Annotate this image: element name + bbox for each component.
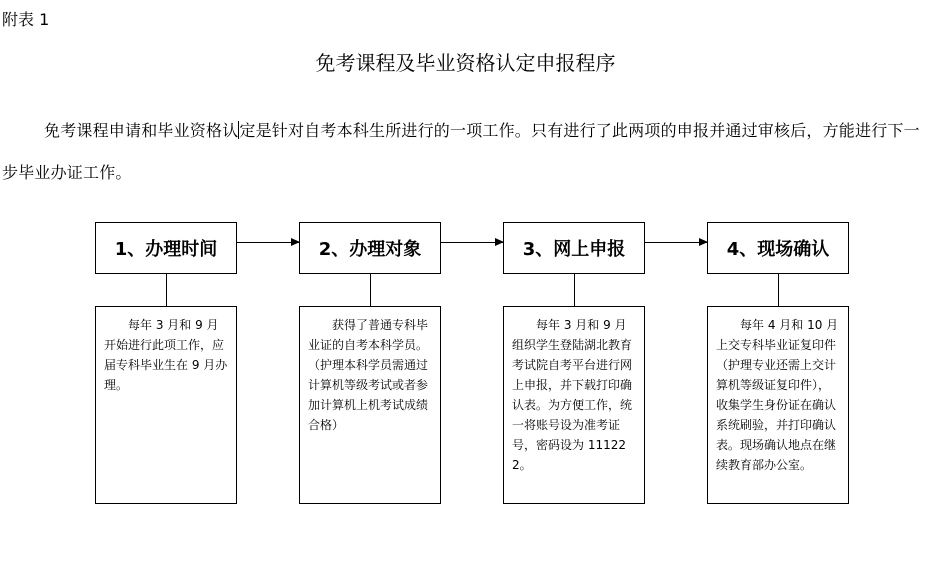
step-1-detail: 每年 3 月和 9 月开始进行此项工作，应届专科毕业生在 9 月办理。 — [95, 306, 237, 504]
appendix-label: 附表 1 — [2, 10, 50, 29]
step-3-detail: 每年 3 月和 9 月组织学生登陆湖北教育考试院自考平台进行网上申报，并下载打印确认表。为方便工作，统一将账号设为准考证号，密码设为 111222。 — [503, 306, 645, 504]
connector-line-3 — [574, 274, 575, 306]
step-2-label: 2、办理对象 — [318, 239, 422, 260]
intro-text-part-2: 定是针对自考本科生所进行的一项工作。只有进行了此两项的申报并通过审核后，方能进行下一步毕业办证工作。 — [2, 121, 920, 182]
connector-line-1 — [166, 274, 167, 306]
document-title: 免考课程及毕业资格认定申报程序 — [315, 51, 616, 75]
connector-line-4 — [778, 274, 779, 306]
step-1-label: 1、办理时间 — [114, 239, 218, 260]
step-1-box — [95, 222, 237, 274]
step-3-label: 3、网上申报 — [522, 239, 626, 260]
step-3-box — [503, 222, 645, 274]
step-4-box — [707, 222, 849, 274]
intro-text-part-1: 免考课程申请和毕业资格认 — [44, 121, 239, 140]
step-4-label: 4、现场确认 — [726, 239, 830, 260]
flow-arrow-3 — [645, 242, 707, 243]
step-4-detail: 每年 4 月和 10 月上交专科毕业证复印件（护理专业还需上交计算机等级证复印件），收集学生身份证在确认系统刷验，并打印确认表。现场确认地点在继续教育部办公室。 — [707, 306, 849, 504]
step-2-detail: 获得了普通专科毕业证的自考本科学员。（护理本科学员需通过计算机等级考试或者参加计算机上机考试成绩合格） — [299, 306, 441, 504]
flow-arrow-2 — [441, 242, 503, 243]
intro-paragraph — [2, 110, 929, 194]
flow-arrow-1 — [237, 242, 299, 243]
step-2-box — [299, 222, 441, 274]
connector-line-2 — [370, 274, 371, 306]
